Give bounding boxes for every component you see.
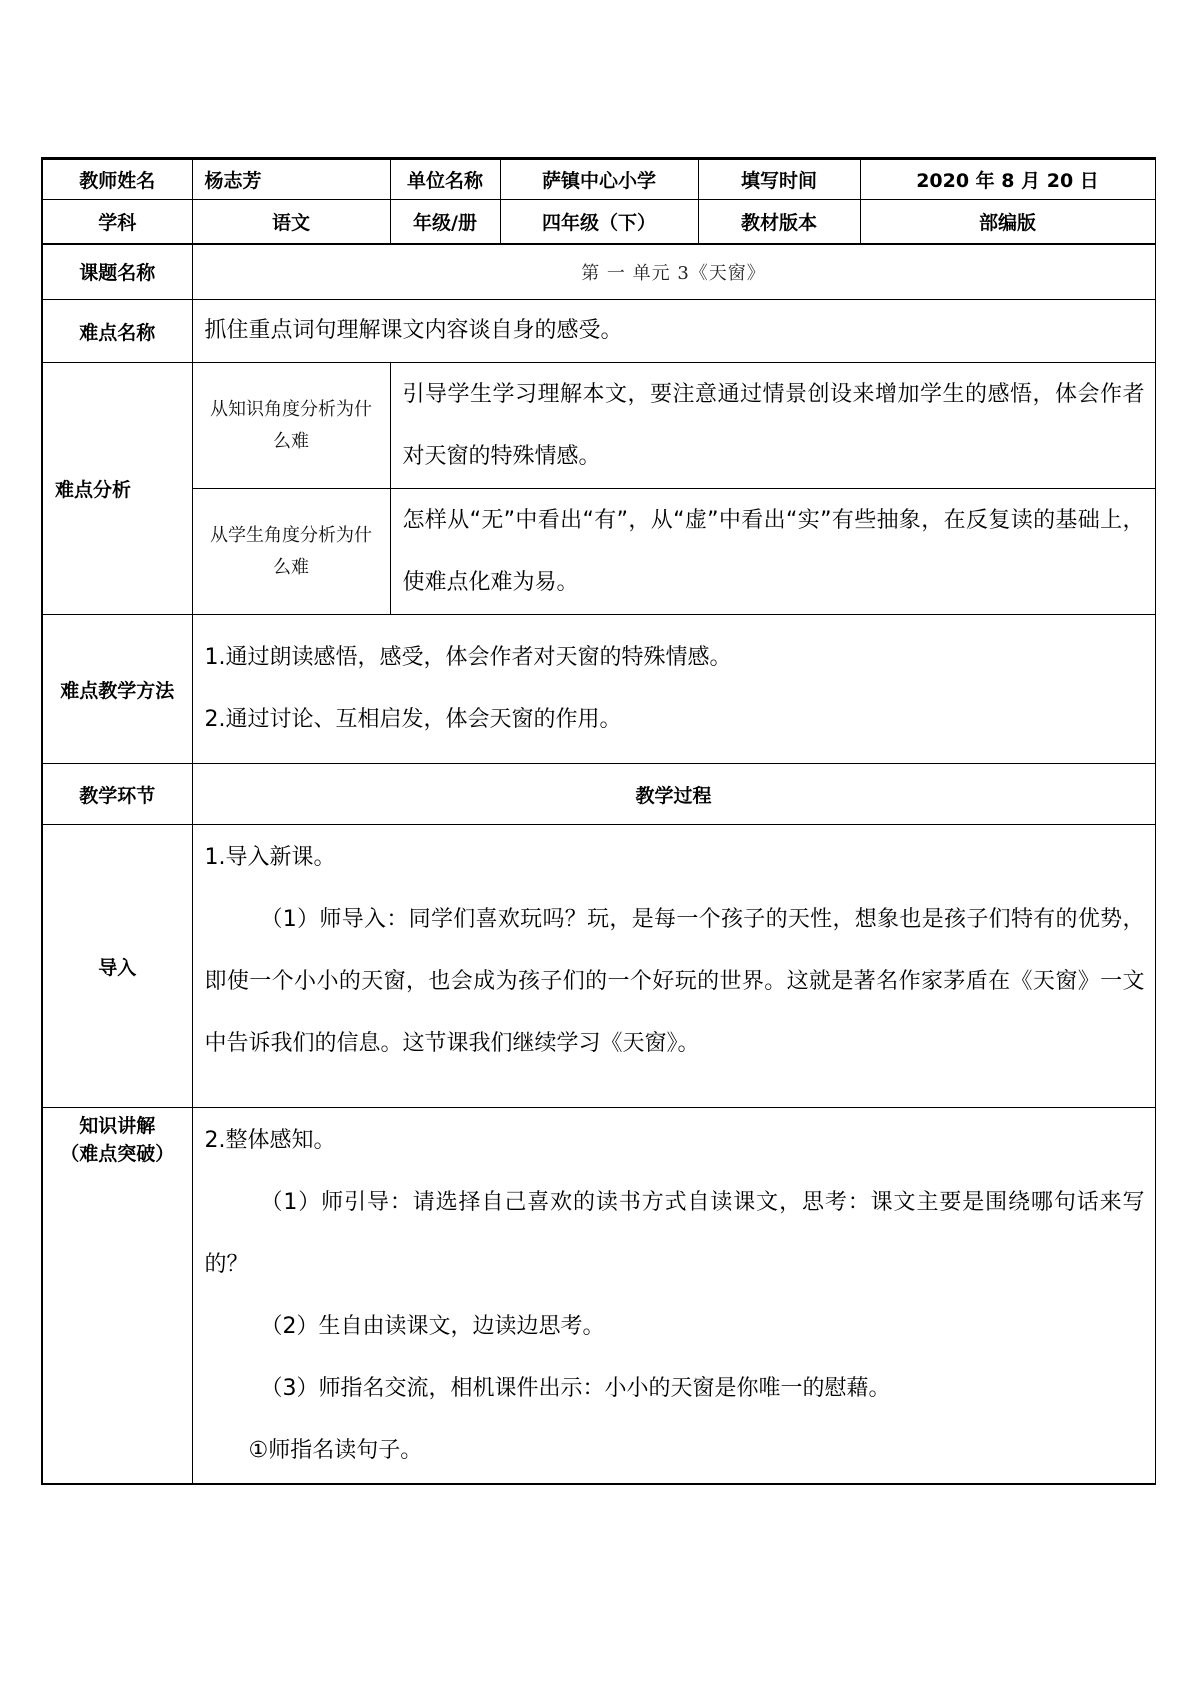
date-label: 填写时间 [698, 159, 860, 200]
grade-value: 四年级（下） [500, 200, 698, 244]
method-line-2: 2.通过讨论、互相启发，体会天窗的作用。 [204, 707, 622, 732]
process-content-header: 教学过程 [192, 764, 1155, 825]
intro-line-2: （1）师导入：同学们喜欢玩吗？玩，是每一个孩子的天性，想象也是孩子们特有的优势，即使一个小小的天窗，也会成为孩子们的一个好玩的世界。这就是著名作家茅盾在《天窗》一文中告诉我们的信息。这节课我们继续学习《天窗》。 [204, 907, 1145, 1056]
header-row-1 [42, 159, 1155, 200]
knowledge-angle-question: 从知识角度分析为什么难 [192, 363, 390, 489]
student-angle-answer: 怎样从“无”中看出“有”，从“虚”中看出“实”有些抽象，在反复读的基础上，使难点化难为易。 [390, 489, 1155, 615]
knowledge-row [42, 1108, 1155, 1484]
knowledge-line-3: （2）生自由读课文，边读边思考。 [260, 1314, 605, 1339]
difficulty-value: 抓住重点词句理解课文内容谈自身的感受。 [192, 300, 1155, 363]
teacher-label: 教师姓名 [42, 159, 192, 200]
intro-content [192, 825, 1155, 1108]
knowledge-label [42, 1108, 192, 1484]
teacher-value: 杨志芳 [192, 159, 390, 200]
knowledge-line-4: （3）师指名交流，相机课件出示：小小的天窗是你唯一的慰藉。 [260, 1376, 891, 1401]
knowledge-line-1: 2.整体感知。 [204, 1128, 336, 1153]
process-stage-header: 教学环节 [42, 764, 192, 825]
intro-line-1: 1.导入新课。 [204, 845, 336, 870]
method-row [42, 615, 1155, 764]
analysis-label: 难点分析 [42, 363, 192, 615]
difficulty-row [42, 300, 1155, 363]
topic-row [42, 244, 1155, 300]
subject-label: 学科 [42, 200, 192, 244]
lesson-plan-table [41, 157, 1156, 1485]
topic-label: 课题名称 [42, 244, 192, 300]
difficulty-label: 难点名称 [42, 300, 192, 363]
analysis-row-knowledge [42, 363, 1155, 489]
knowledge-line-5: ①师指名读句子。 [248, 1438, 423, 1463]
grade-label: 年级/册 [390, 200, 500, 244]
knowledge-content [192, 1108, 1155, 1484]
method-content [192, 615, 1155, 764]
topic-value: 第 一 单元 3《天窗》 [192, 244, 1155, 300]
edition-label: 教材版本 [698, 200, 860, 244]
knowledge-line-2: （1）师引导：请选择自己喜欢的读书方式自读课文，思考：课文主要是围绕哪句话来写的？ [204, 1190, 1145, 1277]
intro-label: 导入 [42, 825, 192, 1108]
intro-row [42, 825, 1155, 1108]
unit-value: 萨镇中心小学 [500, 159, 698, 200]
method-label: 难点教学方法 [42, 615, 192, 764]
knowledge-label-line-2: （难点突破） [60, 1143, 175, 1165]
subject-value: 语文 [192, 200, 390, 244]
analysis-row-student [42, 489, 1155, 615]
date-value: 2020 年 8 月 20 日 [860, 159, 1155, 200]
student-angle-question: 从学生角度分析为什么难 [192, 489, 390, 615]
knowledge-angle-answer: 引导学生学习理解本文，要注意通过情景创设来增加学生的感悟，体会作者对天窗的特殊情感。 [390, 363, 1155, 489]
header-row-2 [42, 200, 1155, 244]
process-header-row [42, 764, 1155, 825]
unit-label: 单位名称 [390, 159, 500, 200]
edition-value: 部编版 [860, 200, 1155, 244]
method-line-1: 1.通过朗读感悟，感受，体会作者对天窗的特殊情感。 [204, 645, 732, 670]
knowledge-label-line-1: 知识讲解 [79, 1115, 156, 1137]
